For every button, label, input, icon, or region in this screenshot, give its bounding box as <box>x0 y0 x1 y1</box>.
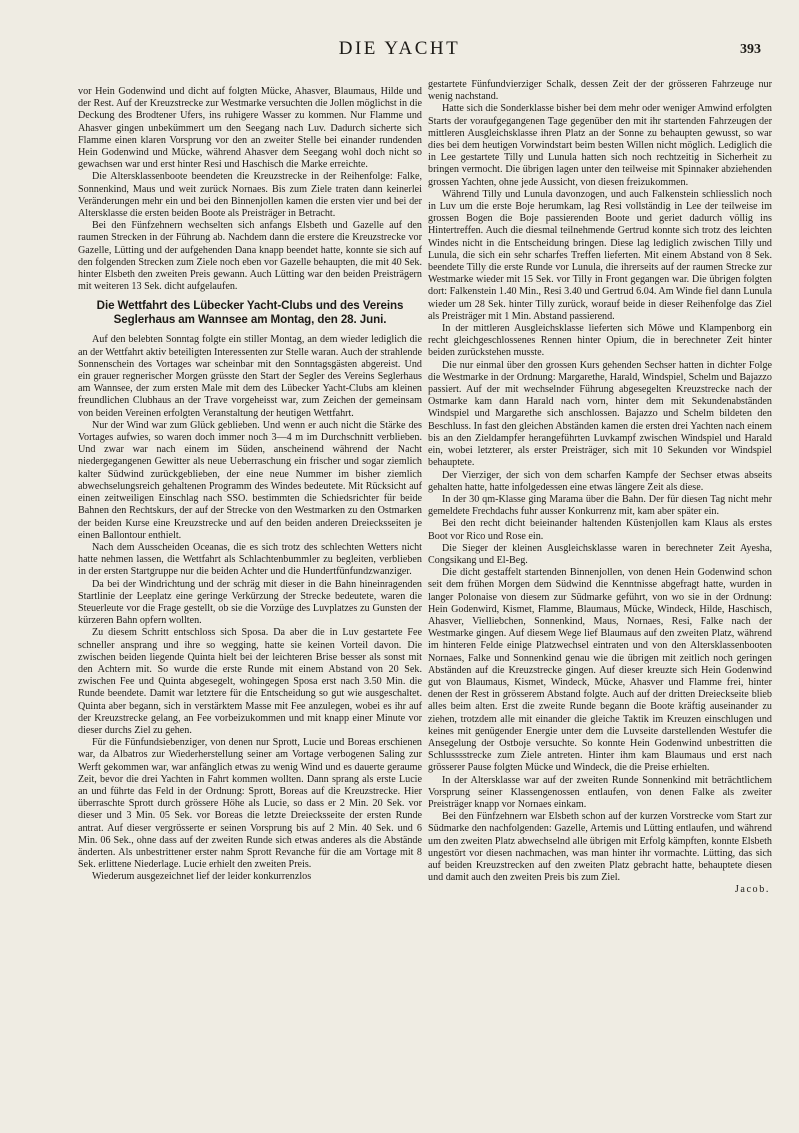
paragraph: Bei den recht dicht beieinander haltenden Küstenjollen kam Klaus als erstes Boot vor Rico und Rose ein. <box>428 518 772 542</box>
paragraph: Die nur einmal über den grossen Kurs gehenden Sechser hatten in dichter Folge die Westmarke in der Ordnung: Margarethe, Harald, Windspiel, Schelm und Bajazzo passiert. Auf der mit wechselnder Führung abgesegelten Kreuzstrecke nach der Ostmarke kam dann Harald nach vorn, hinter dem mit Sekundenabständen Windspiel und Margarethe sich anschlossen. Bajazzo und Schelm bildeten den Beschluss. In fast den gleichen Abständen kamen die ersten drei Yachten nach einem bis an den Zieldampfer herangeführten Luvkampf zwischen Windspiel und Harald ein, wobei letzterer, als erster Preisträger, sich mit 10 Sekunden vor Windspiel behauptete. <box>428 359 772 469</box>
section-heading: Die Wettfahrt des Lübecker Yacht-Clubs und des Vereins Seglerhaus am Wannsee am Montag, den 28. Juni. <box>96 299 404 327</box>
paragraph: Die Sieger der kleinen Ausgleichsklasse waren in berechneter Zeit Ayesha, Congsikang und El-Beg. <box>428 542 772 566</box>
author-signature: Jacob. <box>734 884 770 896</box>
paragraph: Da bei der Windrichtung und der schräg mit dieser in die Bahn hineinragenden Startlinie der Leeplatz eine geringe Verkürzung der Strecke bedeutete, waren die Steuerleute vor die Frage gestellt, ob sie die Vorzüge des Luvplatzes zu Gunsten der kürzeren Bahn opfern wollten. <box>78 578 422 627</box>
paragraph: Nach dem Ausscheiden Oceanas, die es sich trotz des schlechten Wetters nicht hatte nehmen lassen, die Wettfahrt als Schlachtenbummler zu begleiten, verblieben in der ersten Startgruppe nur die beiden Achter und die Hundertfünfundzwanziger. <box>78 541 422 578</box>
paragraph: vor Hein Godenwind und dicht auf folgten Mücke, Ahasver, Blaumaus, Hilde und der Rest. Auf der Kreuzstrecke zur Westmarke versuchten die Jollen möglichst in die Deckung des Brodtener Ufers, ins ruhigere Wasser zu kommen. Nur Flamme und Ahasver gingen unbekümmert um den Seegang nach Luv. Dadurch sicherte sich Flamme einen klaren Vorsprung vor den an zweiter Stelle bei einander rundenden Hein Godenwind und Mücke, während Ahasver dem Seegang wohl doch nicht so gewachsen war und erst hinter Resi und Haschisch die Marke erreichte. <box>78 86 422 171</box>
paragraph: In der Altersklasse war auf der zweiten Runde Sonnenkind mit beträchtlichem Vorsprung seiner Klassengenossen entlaufen, von denen Falke als zweiter Preisträger knapp vor Nornaes einkam. <box>428 774 772 810</box>
left-column <box>78 86 422 884</box>
running-head: DIE YACHT <box>338 38 461 59</box>
paragraph: Bei den Fünfzehnern wechselten sich anfangs Elsbeth und Gazelle auf den raumen Strecken in der Führung ab. Nachdem dann die erstere die Kreuzstrecke vor Gazelle, Lütting und der aufgehenden Dana knapp beendet hatte, konnte sie sich auf den folgenden Strecken zum Ziele noch eben vor Gazelle behaupten, die mit 40 Sek. hinter Elsbeth den zweiten Preis gewann. Auch Lütting war den beiden Preisträgern mit weiteren 13 Sek. dicht aufgelaufen. <box>78 220 422 293</box>
paragraph: Der Vierziger, der sich von dem scharfen Kampfe der Sechser etwas abseits gehalten hatte, hatte infolgedessen eine etwas längere Zeit als diese. <box>428 469 772 493</box>
paragraph: Für die Fünfundsiebenziger, von denen nur Sprott, Lucie und Boreas erschienen war, da Albatros zur Wiederherstellung seiner am Vortage verbogenen Saling zur Werft gekommen war, war anfänglich etwas zu wenig Wind und es dauerte geraume Zeit, bevor die drei Yachten in Fahrt kommen wollten. Dann sprang als erste Lucie an und führte das Feld in der Ordnung: Sprott, Boreas auf die Kreuzstrecke. Hier überraschte Sprott durch grössere Höhe als Lucie, so dass er 2 Min. 20 Sek. vor dieser und 3 Min. 05 Sek. vor Boreas die letzte Dreiecksseite der ersten Runde antrat. Auf dieser vergrösserte er seinen Vorsprung bis auf 2 Min. 40 Sek. und 6 Min. 06 Sek., ohne dass auf der zweiten Runde sich etwas anderes als die Abstände änderten. Als unbestrittener erster nahm Sprott Revanche für die am Vortage mit 8 Sek. erlittene Niederlage. Lucie erhielt den zweiten Preis. <box>78 737 422 871</box>
paragraph: In der mittleren Ausgleichsklasse lieferten sich Möwe und Klampenborg ein recht gleichgeschlossenes Rennen hinter Opium, die in berechneter Zeit hinter beiden zurückstehen musste. <box>428 323 772 359</box>
page-number: 393 <box>740 42 761 57</box>
right-column <box>428 79 772 897</box>
paragraph: Auf den belebten Sonntag folgte ein stiller Montag, an dem wieder lediglich die an der Wettfahrt aktiv beteiligten Interessenten zur Stelle waran. Auch der strahlende Sonnenschein des Vortages war scheinbar mit den Sonntagsgästen abgereist. Und ein grauer regnerischer Morgen grüsste den Start der Segler des Vereins Seglerhaus am Wannsee, der zum ersten Male mit dem des Lübecker Yacht-Clubs am kleinen freundlichen Clubhaus an der Trave vorgeheisst war, zum Zeichen der gemeinsam von beiden Vereinen erfolgten Veranstaltung der heutigen Wettfahrt. <box>78 334 422 419</box>
paragraph: Die Altersklassenboote beendeten die Kreuzstrecke in der Reihenfolge: Falke, Sonnenkind, Maus und weit zurück Nornaes. Bis zum Ziele traten dann keinerlei Veränderungen mehr ein und bei den Binnenjollen kamen die ersten vier und bei der Altersklasse die ersten beiden Boote als Preisträger in Betracht. <box>78 171 422 220</box>
paragraph: gestartete Fünfundvierziger Schalk, dessen Zeit der der grösseren Fahrzeuge nur wenig nachstand. <box>428 79 772 103</box>
paragraph: Während Tilly und Lunula davonzogen, und auch Falkenstein schliesslich noch in Luv um die erste Boje herumkam, lag Resi vollständig in Lee der teilweise im grossen Bogen die Boje passierenden Boote und geriet dadurch völlig ins Hintertreffen. Auch die diesmal teilnehmende Gertrud konnte sich trotz des leichten Windes nicht in die Entscheidung bringen. Diese lag lediglich zwischen Tilly und Lunula, die sich ein sehr scharfes Treffen lieferten. Mit einem Abstand von 8 Sek. beendete Tilly die erste Runde vor Lunula, die ihrerseits auf der raumen Strecke zur Westmarke wieder mit 15 Sek. vor Tilly in Front gegangen war. Die übrigen folgten dort: Falkenstein 1.40 Min., Resi 3.40 und Gertrud 6.04. Am Winde fiel dann Lunula wieder um 28 Sek. hinter Tilly zurück, worauf beide in dieser Reihenfolge das Ziel als Preisträger mit 1 Min. Abstand passierend. <box>428 188 772 322</box>
paragraph: Bei den Fünfzehnern war Elsbeth schon auf der kurzen Vorstrecke vom Start zur Südmarke den nachfolgenden: Gazelle, Artemis und Lütting entlaufen, und während um den zweiten Platz abwechselnd alle übrigen mit Erfolg kämpften, konnte Elsbeth ungestört vor diesen nachmachen, was man hinter ihr vormachte. Lütting, das sich auf beiden Kreuzstrecken auf den zweiten Platz gebracht hatte, behauptete diesen und damit auch den zweiten Preis bis zum Ziel. <box>428 811 772 884</box>
paragraph: Die dicht gestaffelt startenden Binnenjollen, von denen Hein Godenwind schon seit dem frühen Morgen dem Südwind die Kenntnisse abgefragt hatte, wurden in langer Polonaise von diesem zur Südmarke geführt, von wo sie in der Ordnung: Hein Godenwird, Kismet, Flamme, Blaumaus, Mücke, Windeck, Hilde, Haschisch, Ahasver, Vielliebchen, Sonnenkind, Maus, Nornaes, Resi, Falke nach der Westmarke gingen. Auf diesem Wege lief Blaumaus auf den zweiten Platz, während im hinteren Felde einige Platzwechsel eintraten und von den Altersklassenbooten Nornaes, Falke und Sonnenkind genau wie die übrigen mit zeitlich noch geringen Abständen auf die Kreuzstrecke gingen. Auf dieser kreuzte sich Hein Godenwind gut von Blaumaus, Kismet, Windeck, Mücke, Ahasver und Flamme frei, hinter denen der Rest in grösserem Abstand folgte. Auch auf der dritten Dreieckseite blieb alles beim alten. Erst die zweite Runde begann die Boote kräftig auseinander zu ziehen, trotzdem alle mit einander die gleiche Taktik im Kreuzen einschlugen und keines mit genügender Energie unter dem die Luvseite darstellenden Westufer die Ansegelung der Ostboje versuchte. So konnte Hein Godenwind unbestritten die Schlusssstrecke zum Ziele antreten. Hinter ihm kam Blaumaus und erst nach grösserer Pause folgten Mücke und Windeck, die die Preise erhielten. <box>428 567 772 774</box>
paragraph: Wiederum ausgezeichnet lief der leider konkurrenzlos <box>92 871 312 883</box>
paragraph: In der 30 qm-Klasse ging Marama über die Bahn. Der für diesen Tag nicht mehr gemeldete Frechdachs fuhr ausser Konkurrenz mit, kam aber später ein. <box>428 493 772 518</box>
paragraph: Hatte sich die Sonderklasse bisher bei dem mehr oder weniger Amwind erfolgten Starts der voraufgegangenen Tage gegenüber den mit ihr startenden Fahrzeugen der mittleren Ausgleichsklasse ihren Platz an der Sonne zu behaupten gewusst, so war dies bei dem heutigen Vorwindstart beim besten Willen nicht möglich. Lediglich die in Lee gestartete Tilly und Lunula hatten sich noch rechtzeitig in Sicherheit zu bringen vermocht. Die übrigen lagen unter den teilweise mit Spinnaker abziehenden grossen Yachten, ohne jede Aussicht, von diesen freizukommen. <box>428 103 772 188</box>
paragraph: Nur der Wind war zum Glück geblieben. Und wenn er auch nicht die Stärke des Vortages aufwies, so waren doch immer noch 3—4 m im Durchschnitt verblieben. Und zwar war nach einem im Süden, anscheinend während der Nacht niedergegangenen Gewitter als neue Ueberraschung ein frischer und sogar ziemlich kalter Südwind zurückgeblieben, der eine neue Nummer im bisher ziemlich abwechselungsreich gehaltenen Programm des Windes bedeutete. Mit Rücksicht auf einen zeitweiligen Einschlag nach SSO. bestimmten die Schiedsrichter für beide Bahnen den Rechtskurs, der auf der Strecke von den Westmarken zu den Ostmarken der beiden Kurse eine Kreuzstrecke und auf den beiden anderen Dreiecksseiten je einen Ballontour enthielt. <box>78 419 422 541</box>
paragraph: Zu diesem Schritt entschloss sich Sposa. Da aber die in Luv gestartete Fee schneller ansprang und ihre so wegging, hatte sie keinen Vorteil davon. Die zwischen beiden liegende Quinta hielt bei der leichteren Brise besser als sonst mit den Achtern mit. So wurde die erste Runde mit einem Abstand von 20 Sek. zwischen Fee und Quinta abgesegelt, wohingegen Sposa erst nach 3.50 Min. die Runde beendete. Damit war letztere für die Entscheidung so gut wie ausgeschaltet. Quinta aber begann, sich in verstärktem Masse mit Fee anzulegen, wobei es ihr auf der Kreuzstrecke gelang, an Fee vorbeizukommen und mit knapp einer Minute vor dieser durchs Ziel zu gehen. <box>78 627 422 736</box>
